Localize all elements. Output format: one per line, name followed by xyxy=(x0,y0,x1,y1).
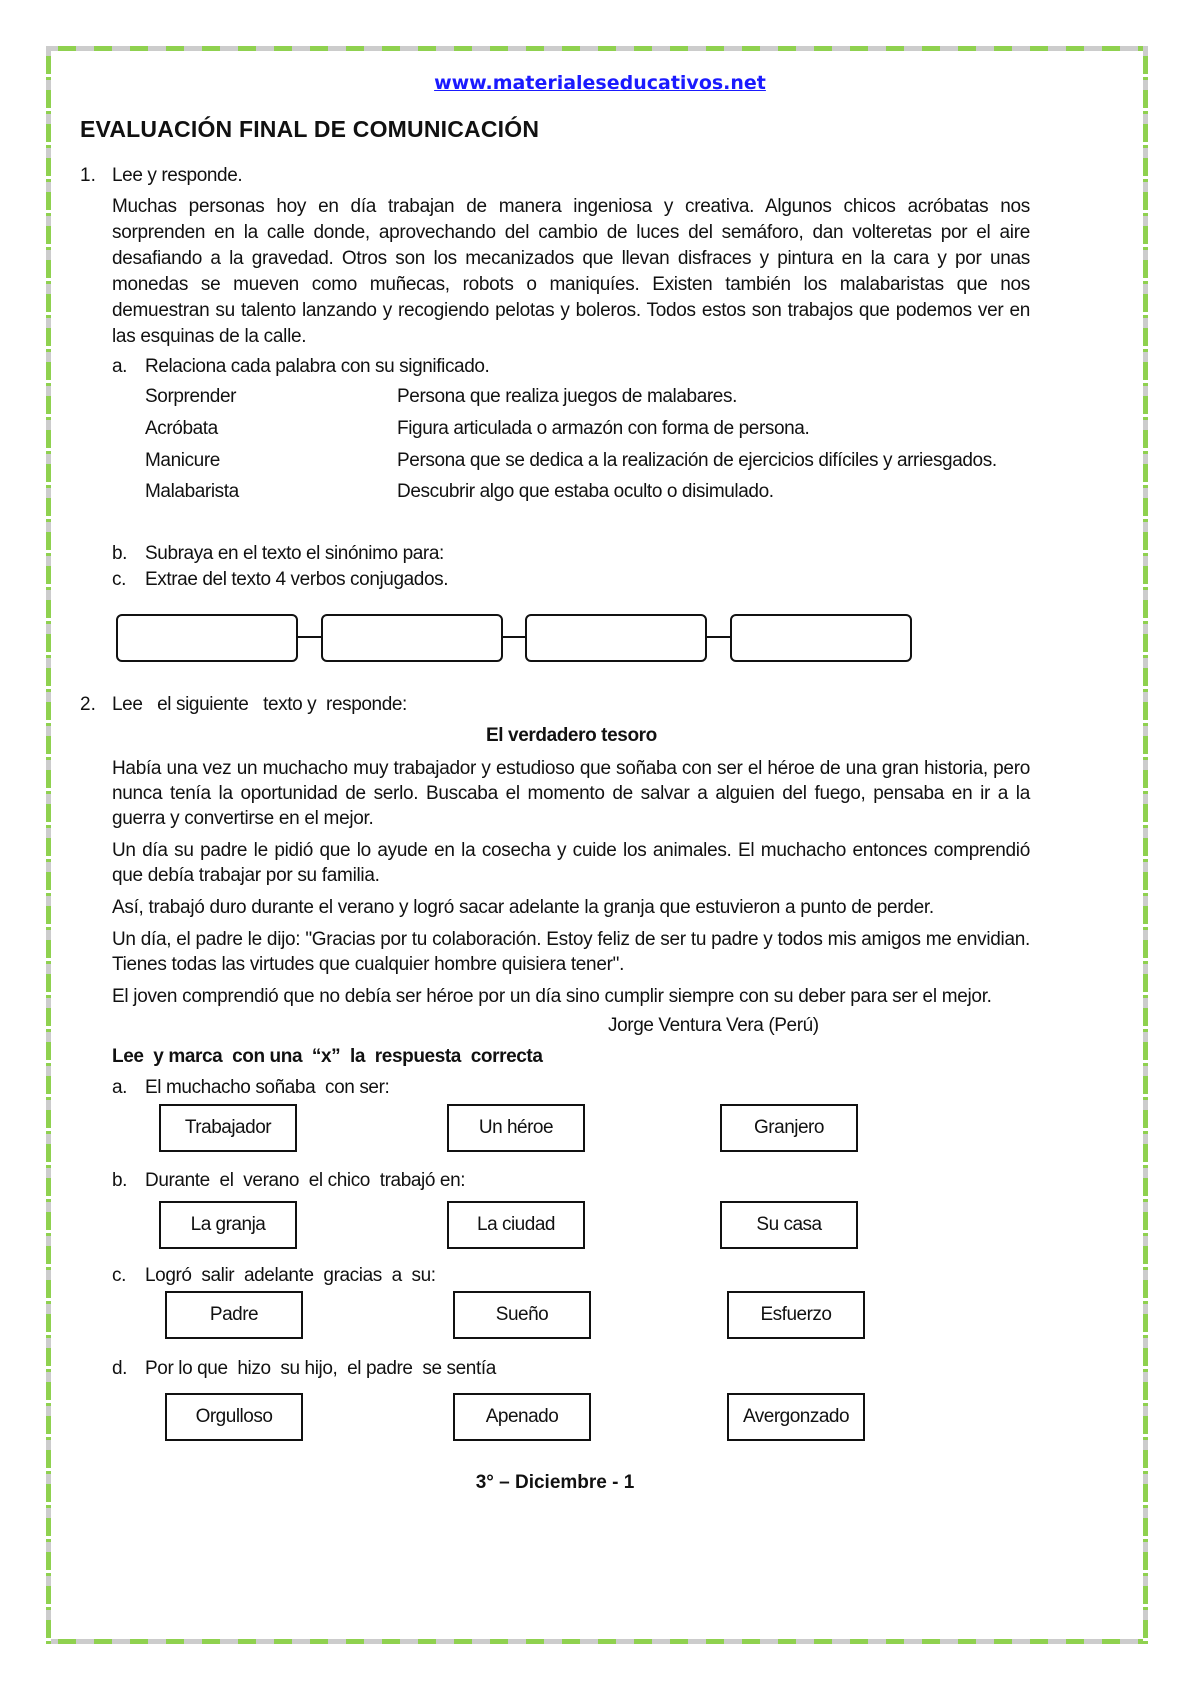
quiz-heading: Lee y marca con una “x” la respuesta correcta xyxy=(112,1046,543,1067)
story-paragraph: El joven comprendió que no debía ser héroe por un día sino cumplir siempre con su deber para ser el mejor. xyxy=(112,986,992,1007)
question-1b-text: Subraya en el texto el sinónimo para: xyxy=(145,543,444,564)
quiz-question-letter: a. xyxy=(112,1077,128,1098)
border-right xyxy=(1143,46,1148,1644)
story-paragraph: Un día su padre le pidió que lo ayude en la cosecha y cuide los animales. El muchacho entonces comprendió que debía trabajar por su familia. xyxy=(112,840,1030,886)
box-connector xyxy=(298,636,322,638)
website-link[interactable]: www.materialeseducativos.net xyxy=(434,72,766,94)
answer-option-la-ciudad[interactable]: La ciudad xyxy=(447,1201,585,1249)
section-1-number: 1. xyxy=(80,165,96,186)
border-bottom xyxy=(46,1639,1148,1644)
section-1-instruction: Lee y responde. xyxy=(112,165,243,186)
answer-option-esfuerzo[interactable]: Esfuerzo xyxy=(727,1291,865,1339)
match-word: Acróbata xyxy=(145,418,218,439)
verb-answer-box-2[interactable] xyxy=(321,614,503,662)
match-meaning: Persona que se dedica a la realización de ejercicios difíciles y arriesgados. xyxy=(397,450,997,471)
verb-answer-box-3[interactable] xyxy=(525,614,707,662)
answer-option-avergonzado[interactable]: Avergonzado xyxy=(727,1393,865,1441)
section-2-number: 2. xyxy=(80,694,96,715)
match-word: Malabarista xyxy=(145,481,239,502)
answer-option-padre[interactable]: Padre xyxy=(165,1291,303,1339)
quiz-question-letter: d. xyxy=(112,1358,128,1379)
question-1c-letter: c. xyxy=(112,569,126,590)
question-1a-letter: a. xyxy=(112,356,128,377)
quiz-question-text: Por lo que hizo su hijo, el padre se sentía xyxy=(145,1358,496,1379)
question-1a-text: Relaciona cada palabra con su significado. xyxy=(145,356,490,377)
quiz-question-text: El muchacho soñaba con ser: xyxy=(145,1077,390,1098)
question-1b-letter: b. xyxy=(112,543,128,564)
story-paragraph: Un día, el padre le dijo: "Gracias por tu colaboración. Estoy feliz de ser tu padre y todos mis amigos me envidian. Tienes todas las virtudes que cualquier hombre quisiera tener". xyxy=(112,929,1030,975)
quiz-question-text: Durante el verano el chico trabajó en: xyxy=(145,1170,466,1191)
verb-answer-box-4[interactable] xyxy=(730,614,912,662)
answer-option-trabajador[interactable]: Trabajador xyxy=(159,1104,297,1152)
box-connector xyxy=(503,636,527,638)
box-connector xyxy=(707,636,731,638)
answer-option-orgulloso[interactable]: Orgulloso xyxy=(165,1393,303,1441)
verb-answer-box-1[interactable] xyxy=(116,614,298,662)
border-top xyxy=(46,46,1148,51)
answer-option-la-granja[interactable]: La granja xyxy=(159,1201,297,1249)
answer-option-un-heroe[interactable]: Un héroe xyxy=(447,1104,585,1152)
page-footer-label: 3° – Diciembre - 1 xyxy=(475,1472,635,1493)
border-left xyxy=(46,46,51,1644)
question-1c-text: Extrae del texto 4 verbos conjugados. xyxy=(145,569,449,590)
story-title: El verdadero tesoro xyxy=(486,725,657,746)
quiz-question-text: Logró salir adelante gracias a su: xyxy=(145,1265,436,1286)
story-author: Jorge Ventura Vera (Perú) xyxy=(608,1015,819,1036)
answer-option-apenado[interactable]: Apenado xyxy=(453,1393,591,1441)
section-2-instruction: Lee el siguiente texto y responde: xyxy=(112,694,407,715)
match-word: Sorprender xyxy=(145,386,237,407)
quiz-question-letter: b. xyxy=(112,1170,128,1191)
page-title: EVALUACIÓN FINAL DE COMUNICACIÓN xyxy=(80,116,540,142)
match-word: Manicure xyxy=(145,450,220,471)
match-meaning: Persona que realiza juegos de malabares. xyxy=(397,386,737,407)
answer-option-granjero[interactable]: Granjero xyxy=(720,1104,858,1152)
section-1-passage: Muchas personas hoy en día trabajan de manera ingeniosa y creativa. Algunos chicos acróbatas nos sorprenden en la calle donde, aprovechando del cambio de luces del semáforo, dan volteretas por el aire desafiando a la gravedad. Otros son los mecanizados que llevan disfraces y pintura en la cara y por unas monedas se mueven como muñecas, robots o maniquíes. Existen también los malabaristas que nos demuestran su talento lanzando y recogiendo pelotas y boleros. Todos estos son trabajos que podemos ver en las esquinas de la calle. xyxy=(112,196,1030,347)
answer-option-su-casa[interactable]: Su casa xyxy=(720,1201,858,1249)
match-meaning: Descubrir algo que estaba oculto o disimulado. xyxy=(397,481,774,502)
quiz-question-letter: c. xyxy=(112,1265,126,1286)
answer-option-sueno[interactable]: Sueño xyxy=(453,1291,591,1339)
story-paragraph: Así, trabajó duro durante el verano y logró sacar adelante la granja que estuvieron a punto de perder. xyxy=(112,897,934,918)
story-paragraph: Había una vez un muchacho muy trabajador y estudioso que soñaba con ser el héroe de una gran historia, pero nunca tenía la oportunidad de serlo. Buscaba el momento de salvar a alguien del fuego, pensaba en ir a la guerra y convertirse en el mejor. xyxy=(112,758,1030,829)
match-meaning: Figura articulada o armazón con forma de persona. xyxy=(397,418,810,439)
